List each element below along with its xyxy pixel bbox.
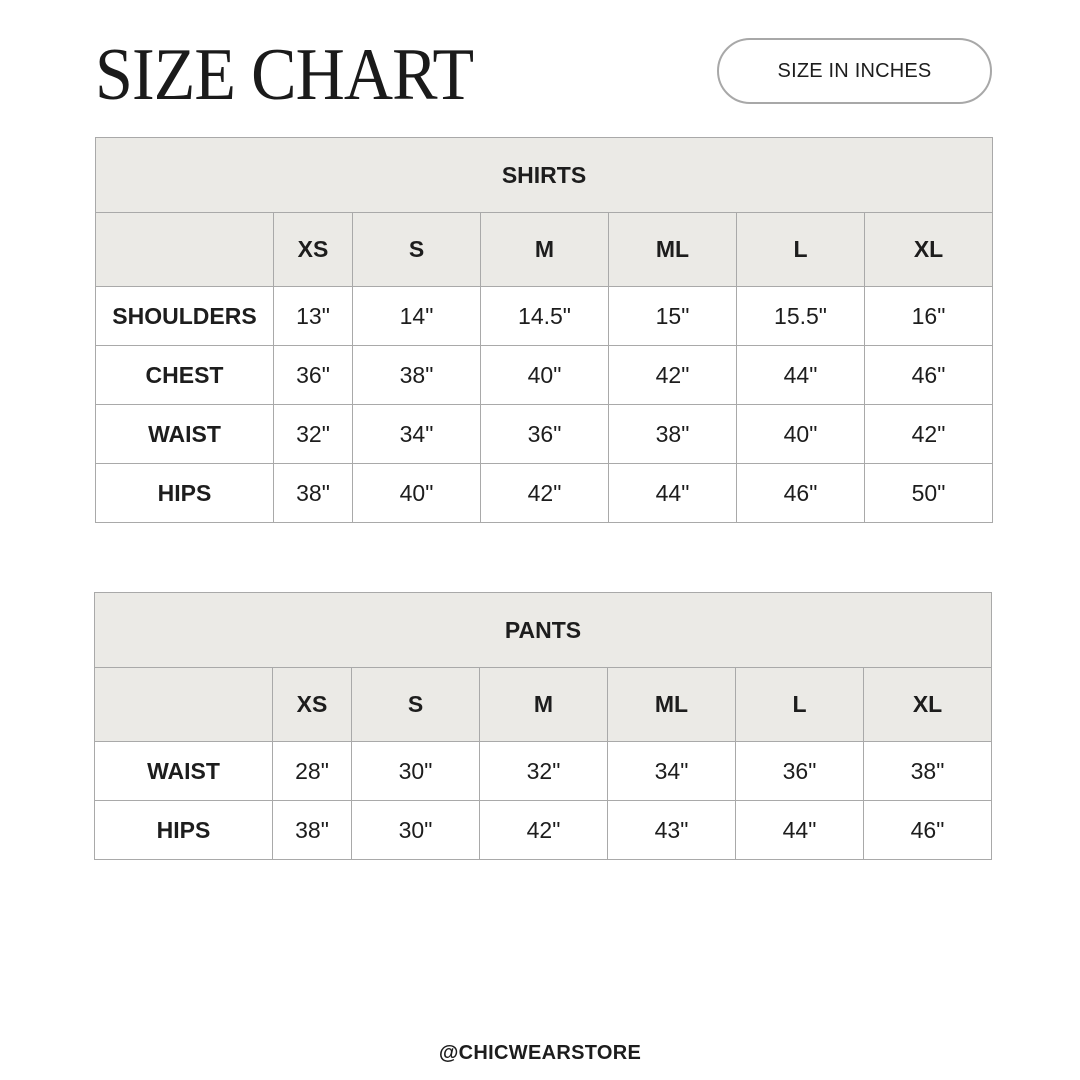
- measurement-value: 38": [274, 464, 353, 523]
- size-header-xl: XL: [864, 668, 992, 742]
- measurement-value: 32": [480, 742, 608, 801]
- measurement-value: 34": [353, 405, 481, 464]
- measurement-value: 42": [481, 464, 609, 523]
- measurement-label: WAIST: [95, 742, 273, 801]
- size-header-ml: ML: [609, 213, 737, 287]
- table-row: [95, 742, 992, 801]
- measurement-value: 44": [736, 801, 864, 860]
- measurement-value: 30": [352, 801, 480, 860]
- measurement-value: 34": [608, 742, 736, 801]
- size-header-m: M: [480, 668, 608, 742]
- page-title: SIZE CHART: [95, 34, 474, 116]
- size-header-l: L: [737, 213, 865, 287]
- measurement-value: 28": [273, 742, 352, 801]
- size-header-xs: XS: [273, 668, 352, 742]
- size-header-ml: ML: [608, 668, 736, 742]
- measurement-label: WAIST: [96, 405, 274, 464]
- pants-size-table: [94, 592, 992, 860]
- shirts-section-title: SHIRTS: [96, 138, 993, 213]
- measurement-label: SHOULDERS: [96, 287, 274, 346]
- shirts-size-table: [95, 137, 993, 523]
- measurement-value: 43": [608, 801, 736, 860]
- measurement-value: 32": [274, 405, 353, 464]
- store-handle: @CHICWEARSTORE: [438, 1042, 642, 1064]
- pants-section-title: PANTS: [95, 593, 992, 668]
- measurement-value: 14.5": [481, 287, 609, 346]
- measurement-value: 30": [352, 742, 480, 801]
- measurement-value: 46": [864, 801, 992, 860]
- measurement-label: HIPS: [95, 801, 273, 860]
- measurement-value: 46": [865, 346, 993, 405]
- measurement-label: CHEST: [96, 346, 274, 405]
- size-header-s: S: [352, 668, 480, 742]
- header-corner-cell: [95, 668, 273, 742]
- measurement-value: 16": [865, 287, 993, 346]
- measurement-value: 40": [481, 346, 609, 405]
- measurement-value: 42": [609, 346, 737, 405]
- measurement-value: 38": [609, 405, 737, 464]
- measurement-value: 42": [480, 801, 608, 860]
- table-row: [96, 405, 993, 464]
- size-header-xs: XS: [274, 213, 353, 287]
- measurement-value: 13": [274, 287, 353, 346]
- measurement-value: 46": [737, 464, 865, 523]
- measurement-value: 36": [481, 405, 609, 464]
- size-header-m: M: [481, 213, 609, 287]
- measurement-value: 38": [353, 346, 481, 405]
- size-unit-badge: SIZE IN INCHES: [717, 38, 992, 104]
- measurement-value: 44": [609, 464, 737, 523]
- measurement-value: 38": [273, 801, 352, 860]
- measurement-value: 50": [865, 464, 993, 523]
- measurement-value: 36": [274, 346, 353, 405]
- table-row: [96, 287, 993, 346]
- measurement-value: 14": [353, 287, 481, 346]
- measurement-value: 44": [737, 346, 865, 405]
- size-header-xl: XL: [865, 213, 993, 287]
- size-header-s: S: [353, 213, 481, 287]
- measurement-value: 38": [864, 742, 992, 801]
- measurement-value: 15.5": [737, 287, 865, 346]
- measurement-value: 42": [865, 405, 993, 464]
- table-row: [96, 464, 993, 523]
- measurement-label: HIPS: [96, 464, 274, 523]
- measurement-value: 36": [736, 742, 864, 801]
- measurement-value: 40": [737, 405, 865, 464]
- measurement-value: 15": [609, 287, 737, 346]
- size-header-l: L: [736, 668, 864, 742]
- table-row: [95, 801, 992, 860]
- measurement-value: 40": [353, 464, 481, 523]
- header-corner-cell: [96, 213, 274, 287]
- table-row: [96, 346, 993, 405]
